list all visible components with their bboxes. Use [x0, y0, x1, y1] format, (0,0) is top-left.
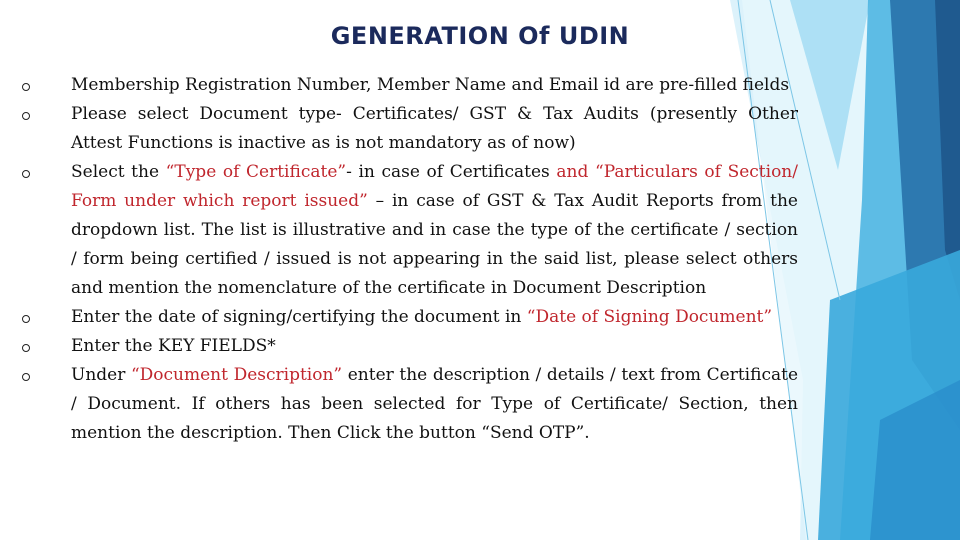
highlighted-text: “Document Description” [130, 365, 343, 385]
bullet-text: Membership Registration Number, Member Name and Email id are pre-filled fields [71, 75, 790, 95]
bullet-text: enter the description / details / text from Certificate / Document. If others has been selected for Type of Certificate/ Section, then mention the description. Then Click the button “Send OTP”. [71, 365, 799, 443]
bullet-dot-icon [22, 83, 30, 91]
bullet-text: Enter the KEY FIELDS* [71, 336, 276, 356]
slide-title: GENERATION Of UDIN [330, 22, 630, 50]
bullet-item [20, 332, 798, 361]
bullet-dot-icon [22, 373, 30, 381]
bullet-item [20, 361, 798, 448]
bullet-text: – in case of GST & Tax Audit Reports from the dropdown list. The list is illustrative and in case the type of the certificate / section / form being certified / issued is not appearing in the said list, please select others and mention the nomenclature of the certificate in Document Description [71, 191, 798, 298]
bullet-item [20, 100, 798, 158]
highlighted-text: “Type of Certificate” [165, 162, 347, 182]
bullet-item [20, 71, 798, 100]
bullet-text: - in case of Certificates [346, 162, 557, 182]
bullet-list [20, 71, 798, 448]
highlighted-text: and “Particulars of Section/ Form under which report issued” [71, 162, 798, 211]
bullet-text: Enter the date of signing/certifying the document in [71, 307, 527, 327]
bullet-text: Under [71, 365, 131, 385]
highlighted-text: “Date of Signing Document” [526, 307, 773, 327]
bullet-dot-icon [22, 344, 30, 352]
bullet-text: Please select Document type- Certificates/ GST & Tax Audits (presently Other Attest Functions is inactive as is not mandatory as of now) [71, 104, 798, 153]
bullet-item [20, 303, 798, 332]
bullet-dot-icon [22, 315, 30, 323]
bullet-text: Select the [71, 162, 166, 182]
bullet-dot-icon [22, 170, 30, 178]
bullet-dot-icon [22, 112, 30, 120]
bullet-item [20, 158, 798, 303]
